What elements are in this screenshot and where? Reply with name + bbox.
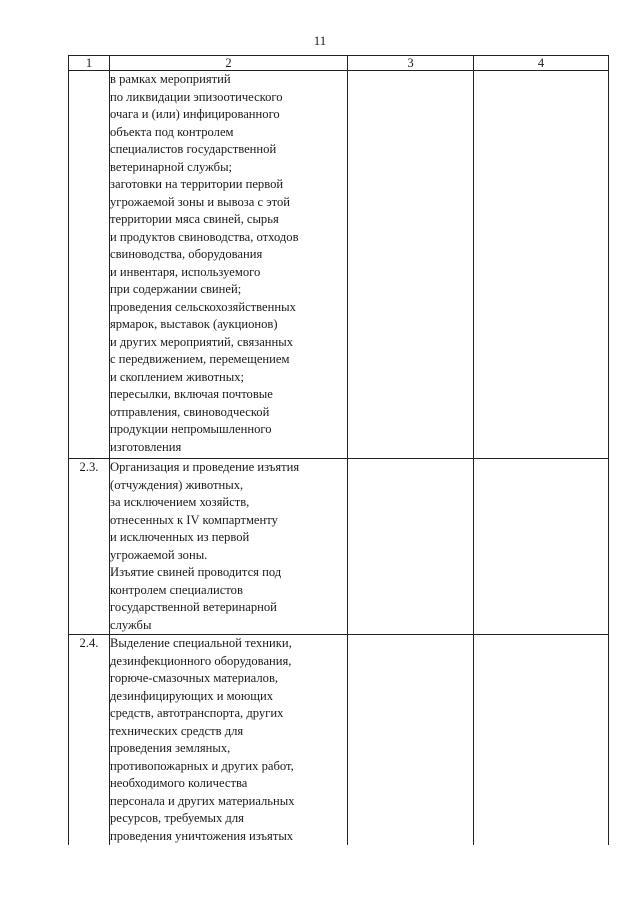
description-line: очага и (или) инфицированного xyxy=(110,107,280,121)
measures-table xyxy=(68,55,609,845)
description-line: проведения уничтожения изъятых xyxy=(110,828,294,843)
description-line: ярмарок, выставок (аукционов) xyxy=(110,317,278,331)
table-header-row xyxy=(69,56,609,71)
description-line: противопожарных и других работ, xyxy=(110,758,294,773)
row-col-3 xyxy=(348,71,474,459)
row-col-3 xyxy=(348,459,474,635)
row-description xyxy=(110,635,348,846)
description-line: заготовки на территории первой xyxy=(110,177,284,191)
row-col-4 xyxy=(474,635,609,846)
table-row xyxy=(69,459,609,635)
description-line: по ликвидации эпизоотического xyxy=(110,89,283,104)
header-col-2: 2 xyxy=(110,56,348,71)
description-line: изготовления xyxy=(110,439,182,454)
description-line: и исключенных из первой xyxy=(110,530,250,544)
description-line: средств, автотранспорта, других xyxy=(110,706,284,720)
description-line: специалистов государственной xyxy=(110,142,277,156)
description-line: проведения земляных, xyxy=(110,741,231,755)
row-number xyxy=(69,71,110,459)
row-number: 2.4. xyxy=(69,635,110,846)
description-line: Выделение специальной техники, xyxy=(110,636,292,650)
description-line: объекта под контролем xyxy=(110,124,234,139)
row-number: 2.3. xyxy=(69,459,110,635)
header-col-4: 4 xyxy=(474,56,609,71)
description-line: ресурсов, требуемых для xyxy=(110,811,244,825)
description-line: свиноводства, оборудования xyxy=(110,247,263,261)
description-line: Изъятие свиней проводится под xyxy=(110,565,282,579)
description-line: (отчуждения) животных, xyxy=(110,477,244,492)
description-line: с передвижением, перемещением xyxy=(110,352,290,366)
table-row xyxy=(69,635,609,846)
description-line: в рамках мероприятий xyxy=(110,72,231,86)
description-line: ветеринарной службы; xyxy=(110,159,233,174)
description-line: угрожаемой зоны. xyxy=(110,547,208,562)
description-line: персонала и других материальных xyxy=(110,793,295,808)
page-number: 11 xyxy=(313,33,327,48)
description-line: отнесенных к IV компартменту xyxy=(110,512,278,527)
description-line: дезинфицирующих и моющих xyxy=(110,688,273,703)
row-description xyxy=(110,459,348,635)
description-line: за исключением хозяйств, xyxy=(110,495,250,509)
description-line: и инвентаря, используемого xyxy=(110,264,261,279)
description-line: проведения сельскохозяйственных xyxy=(110,299,296,314)
description-line: продукции непромышленного xyxy=(110,422,272,436)
description-line: угрожаемой зоны и вывоза с этой xyxy=(110,194,291,209)
description-line: Организация и проведение изъятия xyxy=(110,460,300,474)
description-line: необходимого количества xyxy=(110,776,248,790)
description-line: дезинфекционного оборудования, xyxy=(110,653,292,668)
description-line: и других мероприятий, связанных xyxy=(110,334,294,349)
row-col-3 xyxy=(348,635,474,846)
description-line: и продуктов свиноводства, отходов xyxy=(110,229,299,244)
row-col-4 xyxy=(474,459,609,635)
row-col-4 xyxy=(474,71,609,459)
description-line: территории мяса свиней, сырья xyxy=(110,212,279,226)
description-line: пересылки, включая почтовые xyxy=(110,387,273,401)
table-row xyxy=(69,71,609,459)
description-line: и скоплением животных; xyxy=(110,369,244,384)
row-description xyxy=(110,71,348,459)
description-line: горюче-смазочных материалов, xyxy=(110,671,279,685)
description-line: службы xyxy=(110,617,152,632)
header-col-3: 3 xyxy=(348,56,474,71)
description-line: контролем специалистов xyxy=(110,582,243,597)
description-line: при содержании свиней; xyxy=(110,282,242,296)
description-line: отправления, свиноводческой xyxy=(110,404,270,419)
description-line: государственной ветеринарной xyxy=(110,600,277,614)
description-line: технических средств для xyxy=(110,723,244,738)
header-col-1: 1 xyxy=(69,56,110,71)
